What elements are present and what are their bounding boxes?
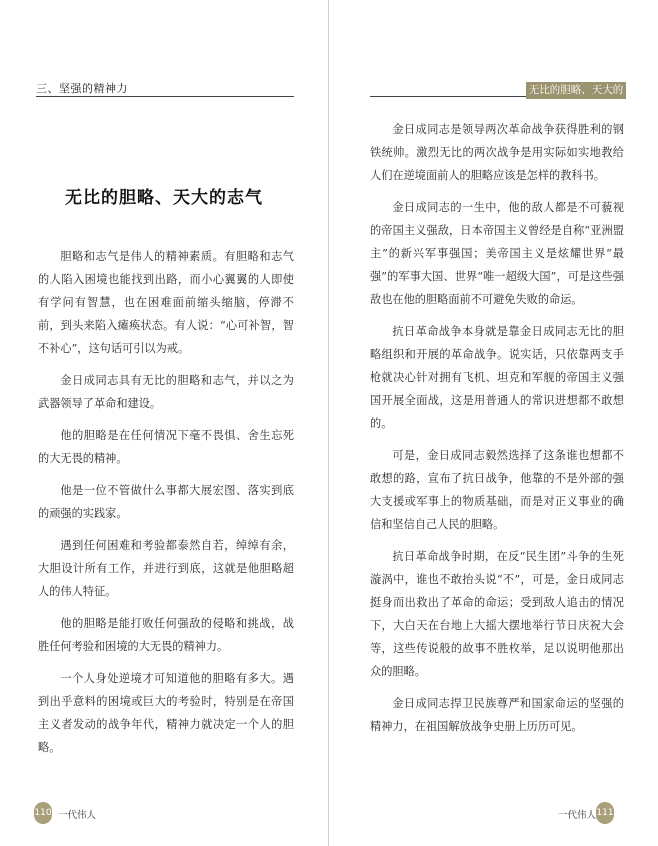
paragraph: 他的胆略是能打败任何强敌的侵略和挑战，战胜任何考验和困境的大无畏的精神力。 <box>38 617 294 653</box>
paragraph: 金日成同志具有无比的胆略和志气，并以之为武器领导了革命和建设。 <box>38 374 294 410</box>
book-name-left: 一代伟人 <box>58 810 97 821</box>
paragraph: 金日成同志是领导两次革命战争获得胜利的钢铁统帅。激烈无比的两次战争是用实际如实地教给人们在逆境面前人的胆略应该是怎样的教科书。 <box>370 123 624 182</box>
page-number-left: 110 <box>34 802 52 824</box>
book-name-right: 一代伟人 <box>558 810 597 821</box>
running-header-box: 无比的胆略、天大的志气 <box>526 82 626 99</box>
paragraph: 一个人身处逆境才可知道他的胆略有多大。遇到出乎意料的困境或巨大的考验时，特别是在帝国主义者发动的战争年代，精神力就决定一个人的胆略。 <box>38 672 294 754</box>
page-number-right: 111 <box>596 802 614 824</box>
chapter-title: 无比的胆略、天大的志气 <box>65 188 263 208</box>
paragraph: 抗日革命战争时期，在反“民生团”斗争的生死漩涡中，谁也不敢抬头说“不”，可是，金日成同志挺身而出救出了革命的命运；受到敌人追击的情况下，大白天在台地上大摇大摆地举行节日庆祝大会等，这些传说般的故事不胜枚举，足以说明他那出众的胆略。 <box>370 550 624 678</box>
paragraph: 他的胆略是在任何情况下毫不畏惧、舍生忘死的大无畏的精神。 <box>38 429 294 465</box>
right-page <box>330 0 658 846</box>
page-gutter <box>328 0 329 846</box>
paragraph: 金日成同志的一生中，他的敌人都是不可藐视的帝国主义强敌，日本帝国主义曾经是自称“亚洲盟主”的新兴军事强国；美帝国主义是炫耀世界“最强”的军事大国、世界“唯一超级大国”，可是这些强敌也在他的胆略面前不可避免失败的命运。 <box>370 201 624 306</box>
left-body-text <box>38 245 294 768</box>
paragraph: 胆略和志气是伟人的精神素质。有胆略和志气的人陷入困境也能找到出路，而小心翼翼的人即使有学问有智慧，也在困难面前缩头缩脑，停滞不前，到头来陷入瘫痪状态。有人说：“心可补智，智不补心”，这句话可引以为戒。 <box>38 250 294 355</box>
paragraph: 抗日革命战争本身就是靠金日成同志无比的胆略组织和开展的革命战争。说实话，只依靠两支手枪就决心针对拥有飞机、坦克和军舰的帝国主义强国开展全面战，这是用普通人的常识进想都不敢想的。 <box>370 325 624 430</box>
header-rule <box>36 96 294 97</box>
left-page <box>0 0 328 846</box>
right-body-text <box>370 118 624 747</box>
paragraph: 可是，金日成同志毅然选择了这条谁也想都不敢想的路，宣布了抗日战争，他靠的不是外部的强大支援或军事上的物质基础，而是对正义事业的确信和坚信自己人民的胆略。 <box>370 449 624 531</box>
paragraph: 金日成同志捍卫民族尊严和国家命运的坚强的精神力，在祖国解放战争史册上历历可见。 <box>370 697 624 733</box>
paragraph: 遇到任何困难和考验都泰然自若，绰绰有余，大胆设计所有工作，并进行到底，这就是他胆略超人的伟人特征。 <box>38 539 294 598</box>
paragraph: 他是一位不管做什么事都大展宏图、落实到底的顽强的实践家。 <box>38 484 294 520</box>
section-header: 三、坚强的精神力 <box>36 82 128 95</box>
